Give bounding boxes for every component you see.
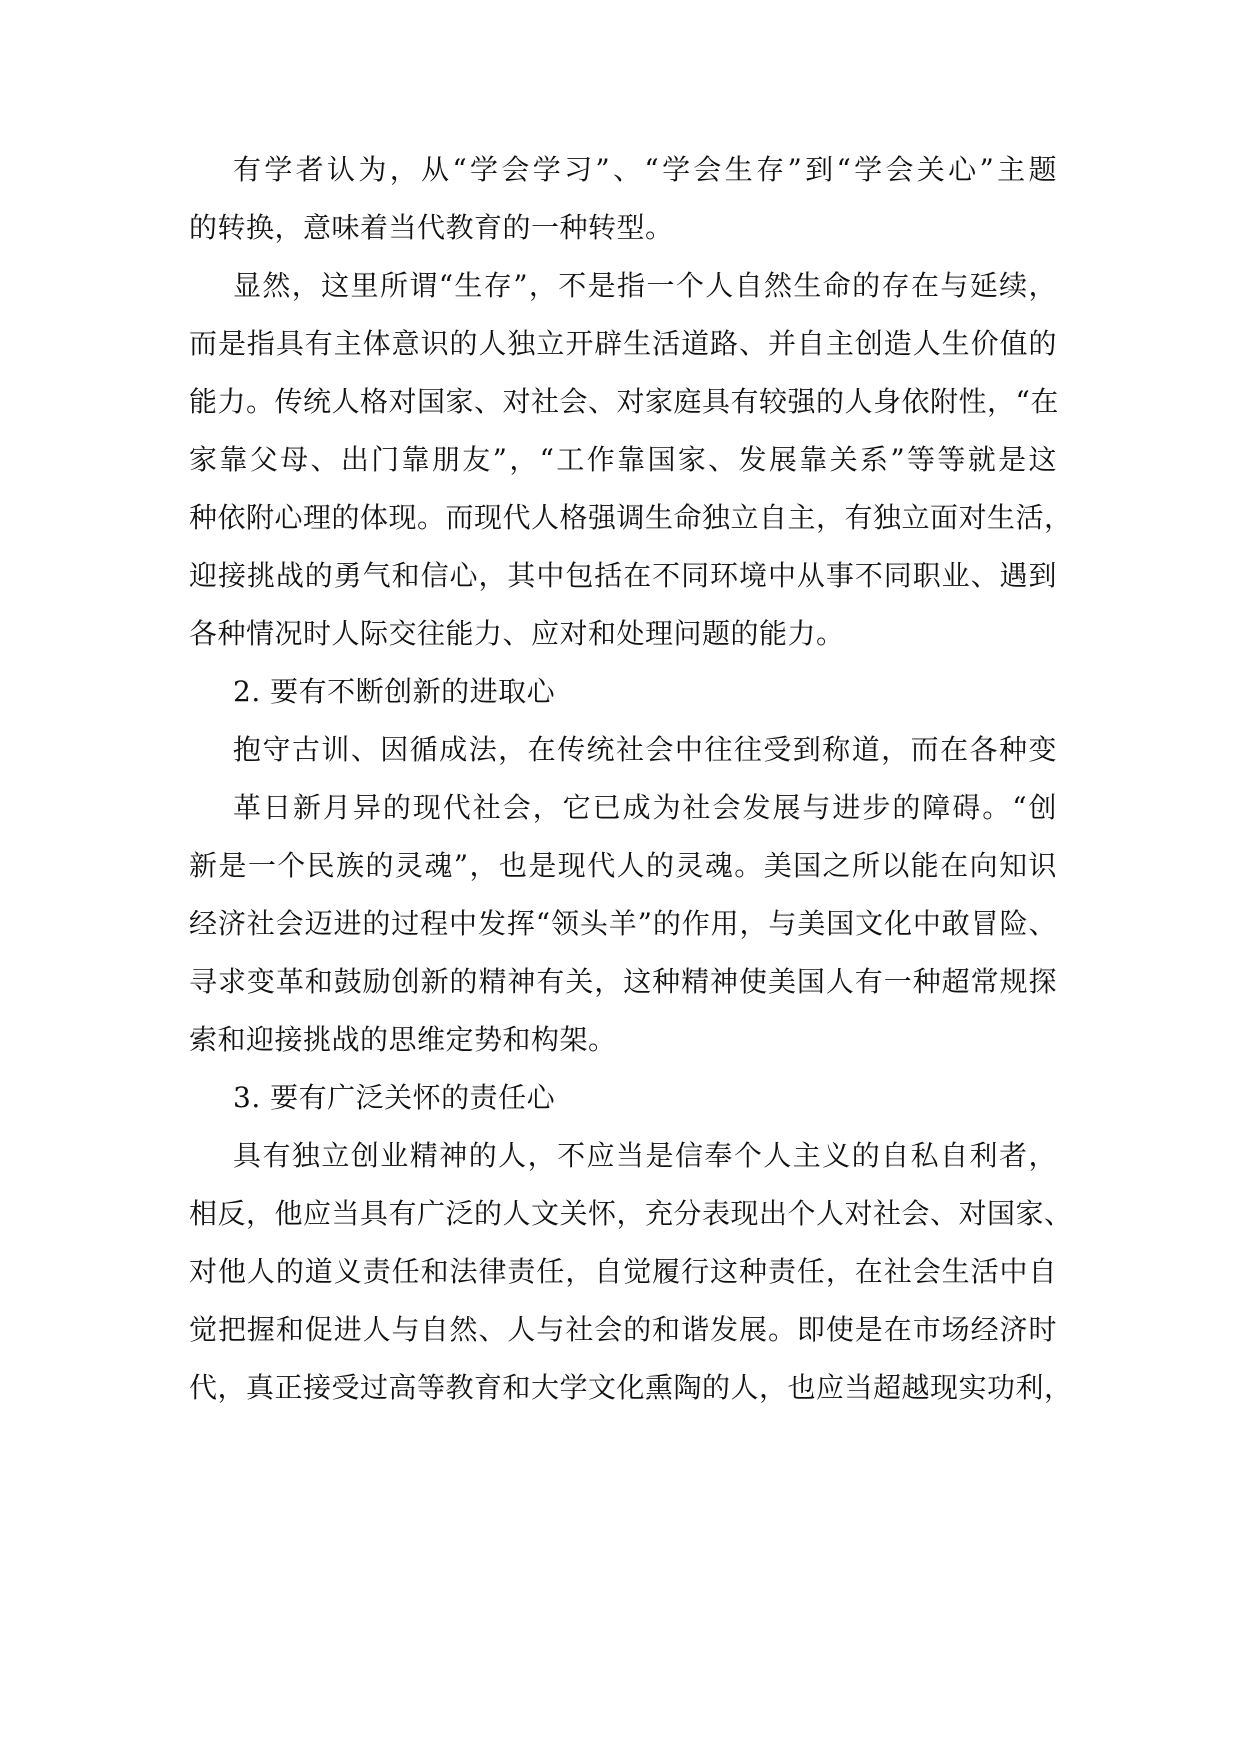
paragraph-line: 经济社会迈进的过程中发挥“领头羊”的作用，与美国文化中敢冒险、: [189, 907, 1057, 940]
paragraph-line: 对他人的道义责任和法律责任，自觉履行这种责任，在社会生活中自: [189, 1255, 1057, 1288]
paragraph-line: 革日新月异的现代社会，它已成为社会发展与进步的障碍。“创: [233, 791, 1057, 824]
paragraph-line: 家靠父母、出门靠朋友”，“工作靠国家、发展靠关系”等等就是这: [189, 443, 1057, 476]
paragraph-line: 索和迎接挑战的思维定势和构架。: [189, 1023, 617, 1056]
paragraph-line: 寻求变革和鼓励创新的精神有关，这种精神使美国人有一种超常规探: [189, 965, 1057, 998]
paragraph-line: 能力。传统人格对国家、对社会、对家庭具有较强的人身依附性，“在: [189, 385, 1059, 418]
paragraph-line: 有学者认为，从“学会学习”、“学会生存”到“学会关心”主题: [233, 153, 1057, 186]
paragraph-line: 相反，他应当具有广泛的人文关怀，充分表现出个人对社会、对国家、: [189, 1197, 1073, 1230]
section-heading: 2. 要有不断创新的进取心: [233, 675, 556, 708]
paragraph-line: 新是一个民族的灵魂”，也是现代人的灵魂。美国之所以能在向知识: [189, 849, 1057, 882]
paragraph-line: 迎接挑战的勇气和信心，其中包括在不同环境中从事不同职业、遇到: [189, 559, 1057, 592]
paragraph-line: 种依附心理的体现。而现代人格强调生命独立自主，有独立面对生活，: [189, 501, 1073, 534]
paragraph-line: 觉把握和促进人与自然、人与社会的和谐发展。即使是在市场经济时: [189, 1313, 1057, 1346]
section-heading: 3. 要有广泛关怀的责任心: [233, 1081, 556, 1114]
paragraph-line: 具有独立创业精神的人，不应当是信奉个人主义的自私自利者，: [233, 1139, 1057, 1172]
paragraph-line: 抱守古训、因循成法，在传统社会中往往受到称道，而在各种变: [233, 733, 1057, 766]
paragraph-line: 显然，这里所谓“生存”，不是指一个人自然生命的存在与延续，: [233, 269, 1057, 302]
paragraph-line: 的转换，意味着当代教育的一种转型。: [189, 211, 674, 244]
paragraph-line: 代，真正接受过高等教育和大学文化熏陶的人，也应当超越现实功利，: [189, 1371, 1073, 1404]
paragraph-line: 各种情况时人际交往能力、应对和处理问题的能力。: [189, 617, 845, 650]
paragraph-line: 而是指具有主体意识的人独立开辟生活道路、并自主创造人生价值的: [189, 327, 1057, 360]
